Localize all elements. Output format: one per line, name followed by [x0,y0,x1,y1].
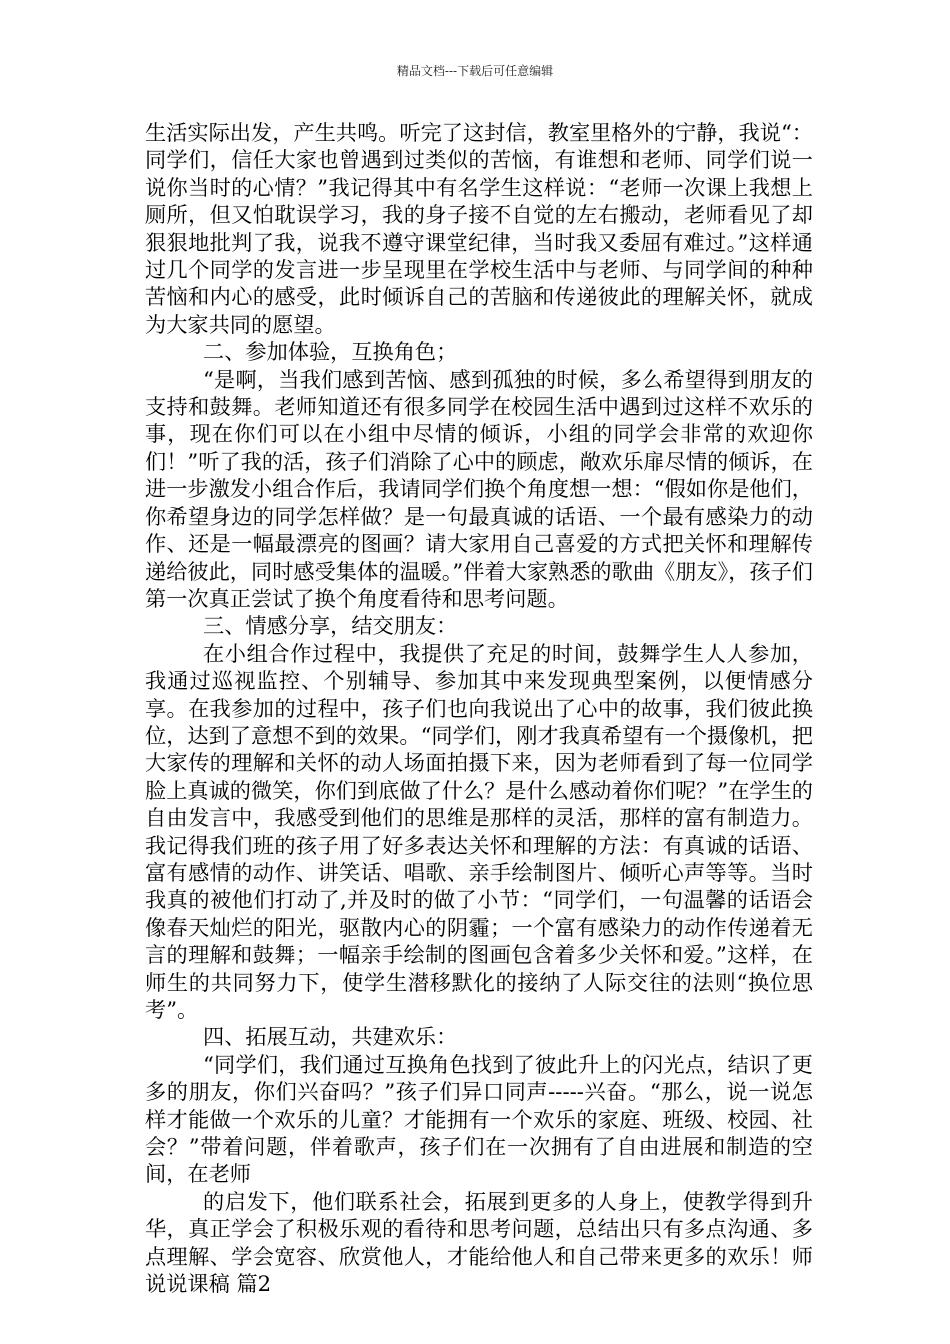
paragraph-2: “是啊，当我们感到苦恼、感到孤独的时候，多么希望得到朋友的支持和鼓舞。老师知道还有很多同学在校园生活中遇到过这样不欢乐的事，现在你们可以在小组中尽情的倾诉，小组的同学会非常的欢迎你们！”听了我的活，孩子们消除了心中的顾虑，敞欢乐扉尽情的倾诉，在进一步激发小组合作后，我请同学们换个角度想一想：“假如你是他们，你希望身边的同学怎样做？是一句最真诚的话语、一个最有感染力的动作、还是一幅最漂亮的图画？请大家用自己喜爱的方式把关怀和理解传递给彼此，同时感受集体的温暖。”伴着大家熟悉的歌曲《朋友》，孩子们第一次真正尝试了换个角度看待和思考问题。 [145,366,813,611]
paragraph-4: “同学们，我们通过互换角色找到了彼此升上的闪光点，结识了更多的朋友，你们兴奋吗？”孩子们异口同声-----兴奋。“那么，说一说怎样才能做一个欢乐的儿童？才能拥有一个欢乐的家庭、班级、校园、社会？”带着问题，伴着歌声，孩子们在一次拥有了自由进展和制造的空间，在老师 [145,1051,813,1187]
document-body [145,119,813,1297]
section-heading-2: 二、参加体验，互换角色； [203,339,458,365]
paragraph-3: 在小组合作过程中，我提供了充足的时间，鼓舞学生人人参加，我通过巡视监控、个别辅导、参加其中来发现典型案例，以便情感分享。在我参加的过程中，孩子们也向我说出了心中的故事，我们彼此换位，达到了意想不到的效果。“同学们，刚才我真希望有一个摄像机，把大家传的理解和关怀的动人场面拍摄下来，因为老师看到了每一位同学脸上真诚的微笑，你们到底做了什么？是什么感动着你们呢？”在学生的自由发言中，我感受到他们的思维是那样的灵活，那样的富有制造力。我记得我们班的孩子用了好多表达关怀和理解的方法：有真诚的话语、富有感情的动作、讲笑话、唱歌、亲手绘制图片、倾听心声等等。当时我真的被他们打动了,并及时的做了小节：“同学们，一句温馨的话语会像春天灿烂的阳光，驱散内心的阴霾；一个富有感染力的动作传递着无言的理解和鼓舞；一幅亲手绘制的图画包含着多少关怀和爱。”这样，在师生的共同努力下，使学生潜移默化的接纳了人际交往的法则“换位思考”。 [145,640,813,1022]
section-heading-4: 四、拓展互动，共建欢乐： [203,1024,458,1050]
section-heading-3: 三、情感分享，结交朋友： [203,613,458,639]
page-header: 精品文档---下载后可任意编辑 [396,64,554,78]
paragraph-5: 的启发下，他们联系社会，拓展到更多的人身上，使教学得到升华，真正学会了积极乐观的看待和思考问题，总结出只有多点沟通、多点理解、学会宽容、欣赏他人，才能给他人和自己带来更多的欢乐！师说说课稿 篇2 [145,1188,813,1297]
paragraph-1: 生活实际出发，产生共鸣。听完了这封信，教室里格外的宁静，我说“：同学们，信任大家也曾遇到过类似的苦恼，有谁想和老师、同学们说一说你当时的心情？”我记得其中有名学生这样说：“老师一次课上我想上厕所，但又怕耽误学习，我的身子接不自觉的左右搬动，老师看见了却狠狠地批判了我，说我不遵守课堂纪律，当时我又委屈有难过。”这样通过几个同学的发言进一步呈现里在学校生活中与老师、与同学间的种种苦恼和内心的感受，此时倾诉自己的苦脑和传递彼此的理解关怀，就成为大家共同的愿望。 [145,120,813,337]
